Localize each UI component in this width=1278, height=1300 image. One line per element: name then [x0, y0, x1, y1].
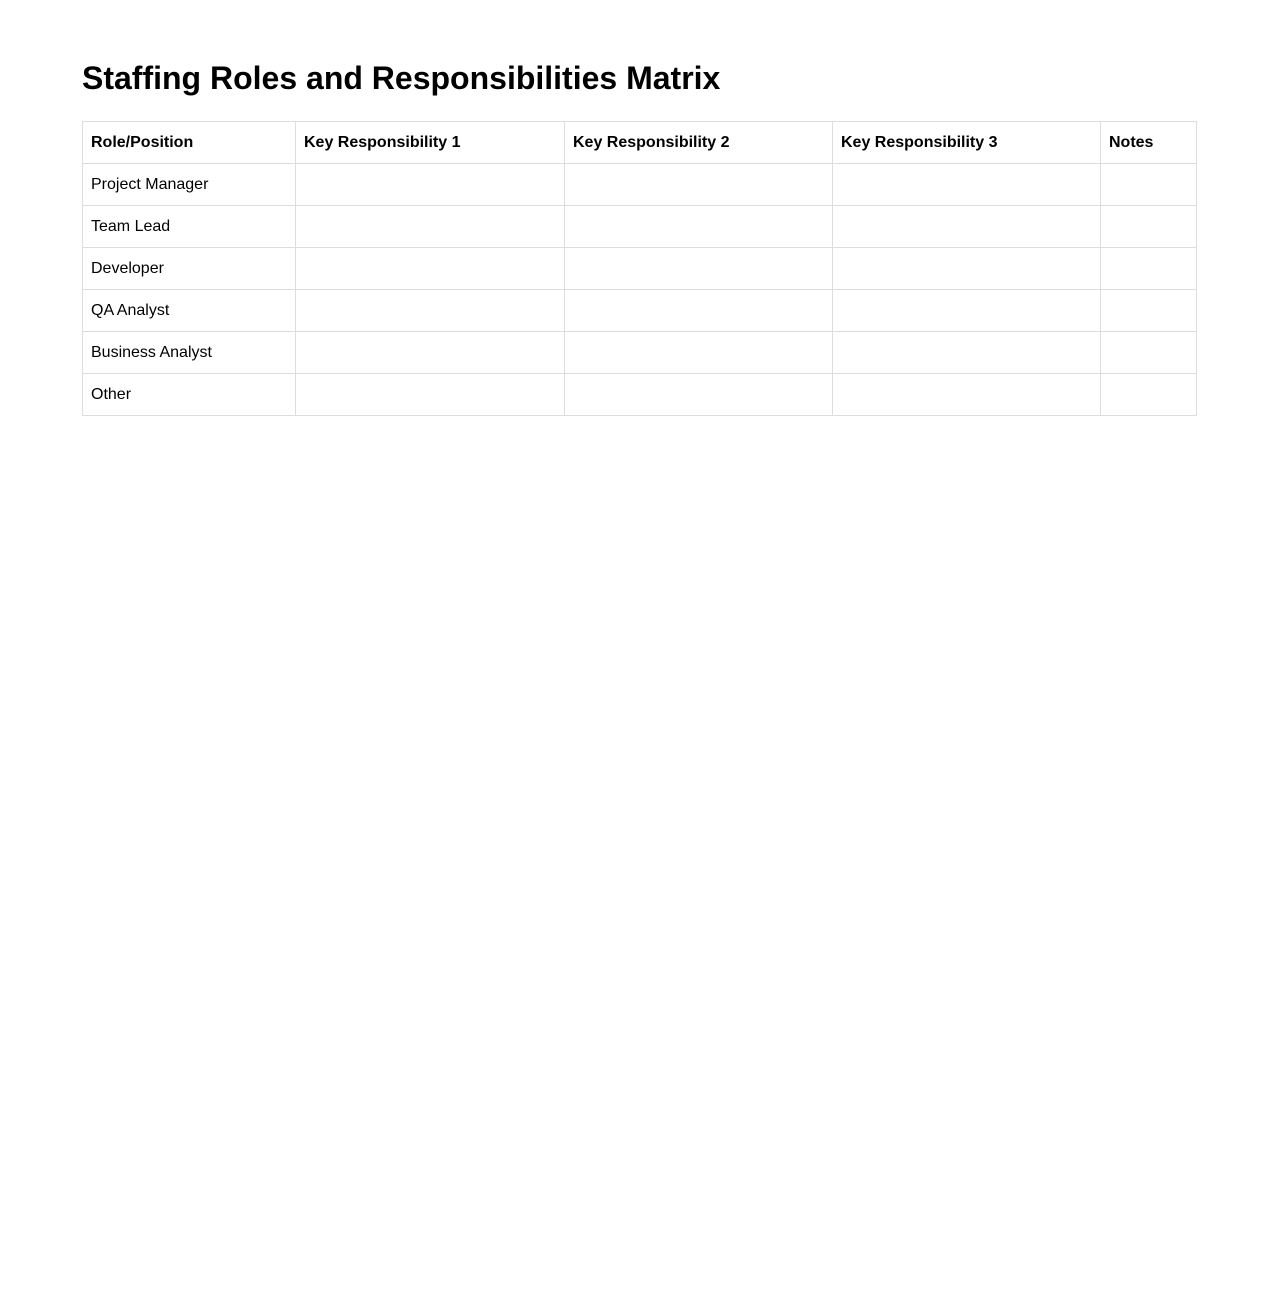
header-key-responsibility-2: Key Responsibility 2 — [565, 122, 833, 164]
responsibility-2-cell[interactable] — [565, 164, 833, 206]
responsibility-1-cell[interactable] — [296, 290, 565, 332]
table-row — [83, 206, 1197, 248]
responsibility-1-cell[interactable] — [296, 206, 565, 248]
responsibility-2-cell[interactable] — [565, 206, 833, 248]
header-key-responsibility-1: Key Responsibility 1 — [296, 122, 565, 164]
page — [0, 0, 1278, 416]
role-cell: Business Analyst — [83, 332, 296, 374]
notes-cell[interactable] — [1101, 164, 1197, 206]
role-cell: Developer — [83, 248, 296, 290]
responsibility-3-cell[interactable] — [833, 290, 1101, 332]
page-title: Staffing Roles and Responsibilities Matrix — [82, 60, 721, 96]
responsibility-1-cell[interactable] — [296, 374, 565, 416]
responsibility-3-cell[interactable] — [833, 206, 1101, 248]
notes-cell[interactable] — [1101, 248, 1197, 290]
table-row — [83, 164, 1197, 206]
notes-cell[interactable] — [1101, 290, 1197, 332]
notes-cell[interactable] — [1101, 206, 1197, 248]
responsibility-3-cell[interactable] — [833, 374, 1101, 416]
notes-cell[interactable] — [1101, 374, 1197, 416]
header-key-responsibility-3: Key Responsibility 3 — [833, 122, 1101, 164]
role-cell: Team Lead — [83, 206, 296, 248]
responsibility-3-cell[interactable] — [833, 248, 1101, 290]
responsibility-3-cell[interactable] — [833, 164, 1101, 206]
responsibility-1-cell[interactable] — [296, 332, 565, 374]
responsibility-2-cell[interactable] — [565, 290, 833, 332]
responsibility-2-cell[interactable] — [565, 332, 833, 374]
responsibility-1-cell[interactable] — [296, 164, 565, 206]
responsibility-2-cell[interactable] — [565, 248, 833, 290]
table-row — [83, 248, 1197, 290]
notes-cell[interactable] — [1101, 332, 1197, 374]
header-role-position: Role/Position — [83, 122, 296, 164]
role-cell: Other — [83, 374, 296, 416]
table-row — [83, 332, 1197, 374]
header-row — [83, 122, 1197, 164]
responsibilities-matrix-table — [82, 121, 1197, 416]
role-cell: Project Manager — [83, 164, 296, 206]
header-notes: Notes — [1101, 122, 1197, 164]
responsibility-2-cell[interactable] — [565, 374, 833, 416]
table-row — [83, 374, 1197, 416]
table-row — [83, 290, 1197, 332]
responsibility-1-cell[interactable] — [296, 248, 565, 290]
responsibility-3-cell[interactable] — [833, 332, 1101, 374]
role-cell: QA Analyst — [83, 290, 296, 332]
